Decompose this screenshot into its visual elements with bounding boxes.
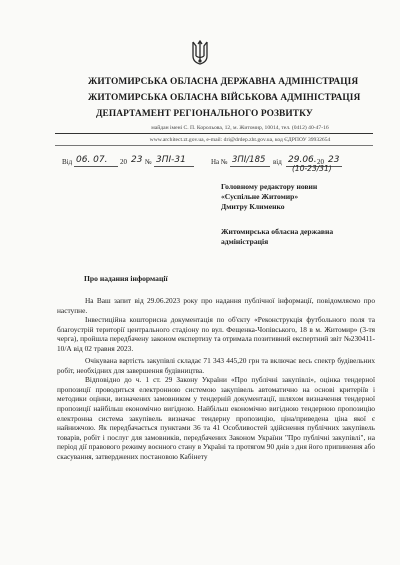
incoming-date: 29.06. xyxy=(288,155,317,165)
number-label: № xyxy=(145,158,152,166)
incoming-number-label: На № xyxy=(211,158,228,166)
header-contacts: www.architect.zt.gov.ua, e-mail: dri@drdep.zht.gov.ua, код ЄДРПОУ 39932654 xyxy=(149,137,331,143)
letter-subject: Про надання інформації xyxy=(84,274,168,283)
incoming-number: 3ПІ/185 xyxy=(232,155,266,165)
copy-to-recipient: Житомирська обласна державна адміністрація xyxy=(221,227,334,246)
header-divider xyxy=(55,133,373,134)
header-address: майдан імені С. П. Корольова, 12, м. Житомир, 10014, тел. (0412) 40-47-16 xyxy=(151,125,329,131)
incoming-extra-number: (10-23/31) xyxy=(292,164,332,173)
number-underline xyxy=(154,166,194,167)
paragraph-4: Відповідно до ч. 1 ст. 29 Закону України «Про публічні закупівлі», оцінка тендерної пропозиції проводиться електронною системою закупівель автоматично на основі критеріїв і методики оцінки, визначених замовником у тендерній документації, шляхом визначення тендерної пропозиції найбільш економічно вигідною. Найбільш економічно вигідною тендерною пропозицію електронна система закупівель визначає тендерну пропозицію, ціна/приведена ціна якої є найнижчою. Як передбачається пунктами 36 та 41 Особливостей здійснення публічних закупівель товарів, робіт і послуг для замовників, передбачених Законом України "Про публічні закупівлі", на період дії правового режиму воєнного стану в Україні та протягом 90 днів з дня його припинення або скасування, затверджених постановою Кабінету xyxy=(57,375,375,461)
paragraph-1: На Ваш запит від 29.06.2023 року про надання публічної інформації, повідомляємо про наступне. xyxy=(57,296,375,315)
outgoing-year: 23 xyxy=(131,155,143,165)
recipient-line-3: Дмитру Клименко xyxy=(221,202,285,211)
header-line-2: ЖИТОМИРСЬКА ОБЛАСНА ВІЙСЬКОВА АДМІНІСТРАЦІЯ xyxy=(88,93,361,103)
recipient-line-2: «Суспільне Житомир» xyxy=(221,192,299,201)
incoming-year-prefix: 20 xyxy=(317,158,324,166)
paragraph-3: Очікувана вартість закупівлі складає 71 343 445,20 грн та включає весь спектр будівельних робіт, необхідних для завершення будівництва. xyxy=(57,356,375,375)
paragraph-2: Інвестиційна кошторисна документація по об'єкту «Реконструкція футбольного поля та благоустрій території центрального стадіону по вул. Фещенка-Чопівського, 18 в м. Житомир» (3-тя черга), пройшла передбачену законом експертизу та отримала позитивний експертний звіт №230411-10/А від 02 травня 2023. xyxy=(57,315,375,353)
header-divider-2 xyxy=(55,145,373,146)
outgoing-number: 3ПІ-31 xyxy=(156,155,186,165)
incoming-year: 23 xyxy=(328,155,340,165)
recipient-line-1: Головному редактору новин xyxy=(221,182,318,191)
letter-body xyxy=(57,296,375,461)
outgoing-date: 06. 07. xyxy=(76,155,108,165)
header-line-3: ДЕПАРТАМЕНТ РЕГІОНАЛЬНОГО РОЗВИТКУ xyxy=(96,109,313,119)
incoming-number-underline xyxy=(230,166,270,167)
trident-emblem-icon xyxy=(191,40,209,66)
year-prefix: 20 xyxy=(120,158,127,166)
header-line-1: ЖИТОМИРСЬКА ОБЛАСНА ДЕРЖАВНА АДМІНІСТРАЦІЯ xyxy=(88,77,359,87)
date-underline xyxy=(74,166,118,167)
incoming-from-label: від xyxy=(273,158,282,166)
from-label: Від xyxy=(62,158,73,166)
